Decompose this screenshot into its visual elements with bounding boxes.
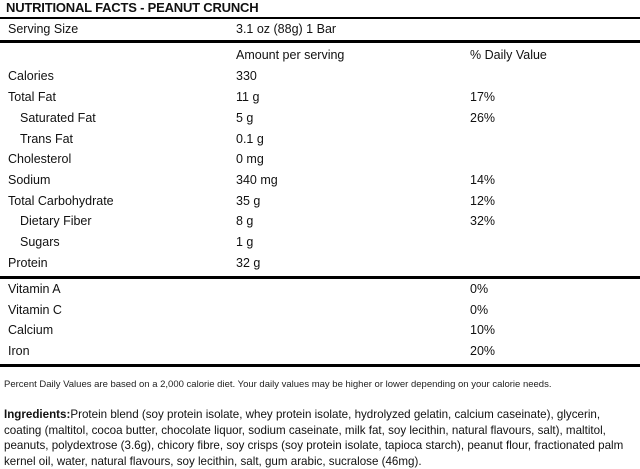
nutrient-amount: 330	[236, 69, 257, 83]
nutrient-name: Protein	[8, 256, 48, 270]
vitamin-name: Vitamin A	[8, 282, 61, 296]
nutrient-name: Cholesterol	[8, 152, 72, 166]
vitamin-name: Iron	[8, 344, 30, 358]
nutrient-daily: 17%	[470, 90, 496, 104]
nutrient-daily: 32%	[470, 214, 496, 228]
vitamin-daily: 10%	[470, 323, 496, 337]
serving-size-label: Serving Size	[8, 22, 79, 36]
vitamin-daily: 0%	[470, 282, 489, 296]
ingredients-label: Ingredients:	[4, 408, 71, 421]
nutrient-amount: 340 mg	[236, 173, 278, 187]
nutrient-name: Total Fat	[8, 90, 56, 104]
nutrient-name: Total Carbohydrate	[8, 194, 114, 208]
nutrient-daily: 14%	[470, 173, 496, 187]
vitamin-name: Vitamin C	[8, 303, 62, 317]
nutrient-daily: 12%	[470, 194, 496, 208]
vitamin-daily: 20%	[470, 344, 496, 358]
nutrient-name: Trans Fat	[20, 132, 74, 146]
serving-size-value: 3.1 oz (88g) 1 Bar	[236, 22, 337, 36]
nutrient-name: Saturated Fat	[20, 111, 96, 125]
ingredients-text: Protein blend (soy protein isolate, whey protein isolate, hydrolyzed gelatin, calcium caseinate), glycerin, coating (maltitol, cocoa butter, chocolate liquor, sodium caseinate, milk fat, soy lecithin, natural flavours, salt), maltitol, peanuts, polydextrose (3.6g), chicory fibre, soy crisps (soy protein isolate, tapioca starch), peanut flour, fractionated palm kernel oil, water, natural flavours, soy lecithin, salt, gum arabic, sucralose (46mg).	[4, 408, 624, 468]
nutrient-amount: 0 mg	[236, 152, 264, 166]
nutrient-amount: 35 g	[236, 194, 261, 208]
nutrient-amount: 1 g	[236, 235, 254, 249]
vitamin-divider	[0, 276, 640, 279]
nutrient-amount: 32 g	[236, 256, 261, 270]
daily-value-footnote: Percent Daily Values are based on a 2,000 calorie diet. Your daily values may be higher or lower depending on your calorie needs.	[4, 379, 552, 390]
ingredients	[4, 407, 636, 469]
nutrient-amount: 11 g	[236, 90, 260, 104]
page-title: NUTRITIONAL FACTS - PEANUT CRUNCH	[6, 0, 259, 15]
bottom-divider	[0, 364, 640, 367]
nutrient-name: Sugars	[20, 235, 60, 249]
nutrient-amount: 8 g	[236, 214, 254, 228]
amount-header: Amount per serving	[236, 48, 345, 62]
nutrient-daily: 26%	[470, 111, 496, 125]
nutrient-name: Sodium	[8, 173, 51, 187]
serving-divider	[0, 40, 640, 43]
vitamin-name: Calcium	[8, 323, 54, 337]
top-divider	[0, 17, 640, 19]
daily-value-header: % Daily Value	[470, 48, 547, 62]
nutrient-name: Calories	[8, 69, 54, 83]
nutrient-amount: 0.1 g	[236, 132, 264, 146]
nutrient-amount: 5 g	[236, 111, 254, 125]
vitamin-daily: 0%	[470, 303, 489, 317]
nutrient-name: Dietary Fiber	[20, 214, 92, 228]
